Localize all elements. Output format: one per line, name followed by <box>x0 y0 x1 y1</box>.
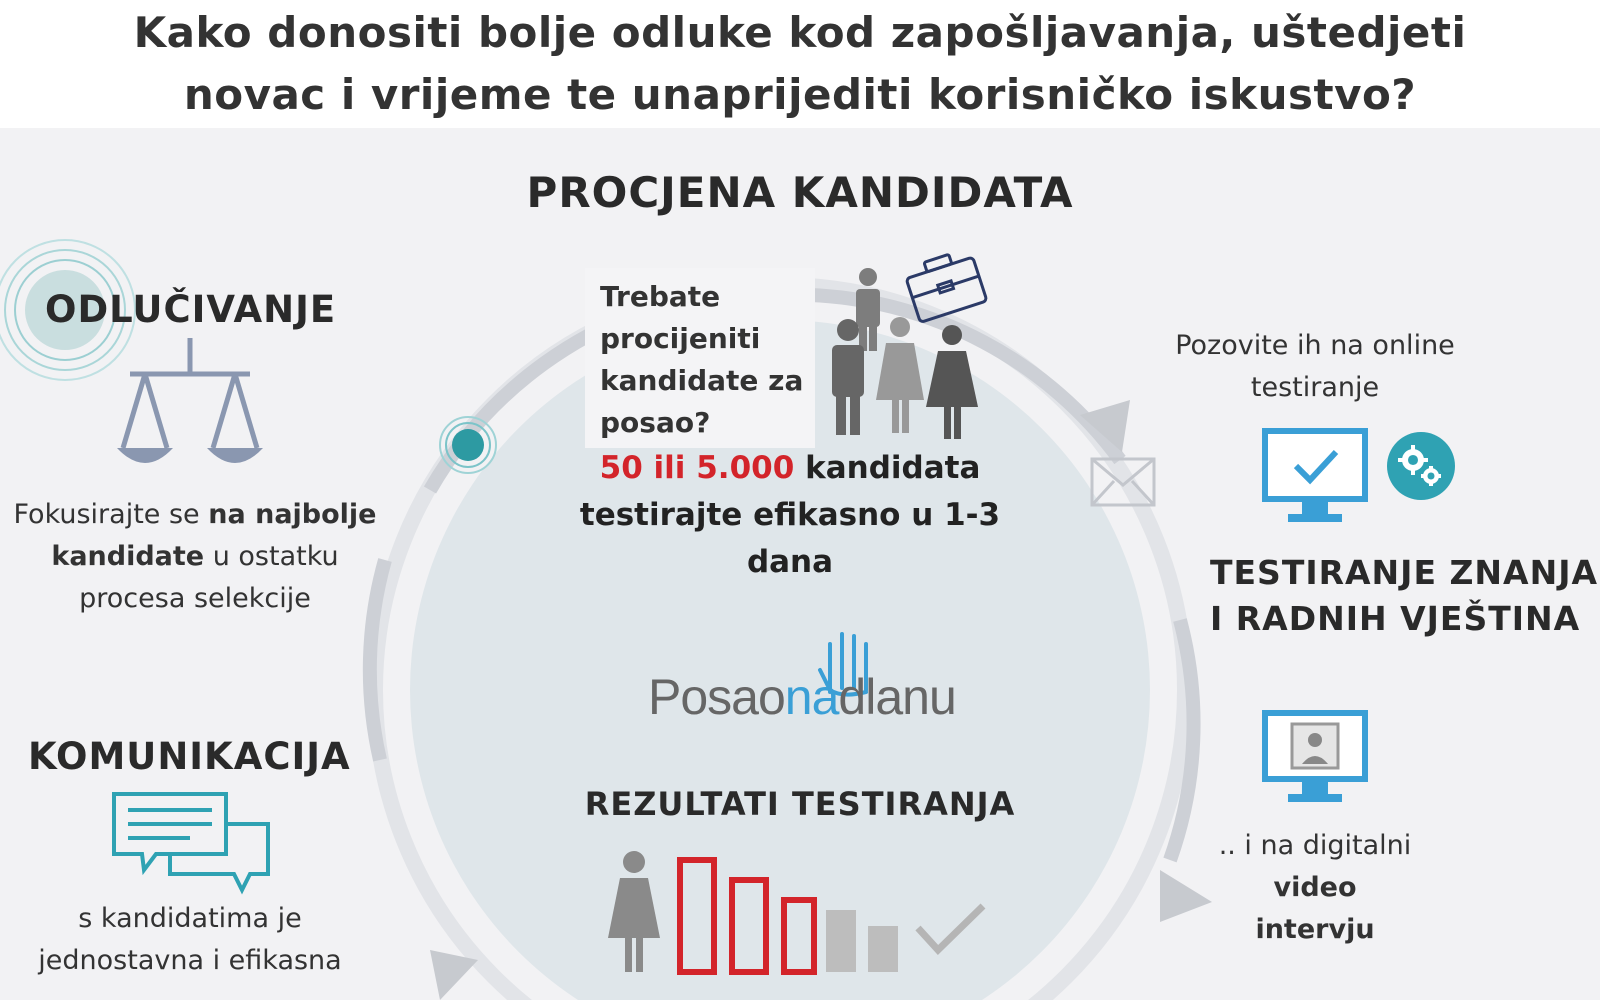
procjena-text-part1: kandidata <box>794 450 981 486</box>
check-icon <box>918 906 983 950</box>
procjena-text-part2: testirajte efikasno u 1-3 dana <box>579 497 1001 580</box>
logo-part1: Posao <box>648 669 785 725</box>
logo-part3: dlanu <box>838 669 956 725</box>
logo-part2: na <box>784 669 839 725</box>
page-title: Kako donositi bolje odluke kod zapošljavanja, uštedjeti novac i vrijeme te unaprijediti korisničko iskustvo? <box>133 8 1467 119</box>
komunikacija-text: s kandidatima je jednostavna i efikasna <box>38 903 342 976</box>
testiranje-title <box>1210 550 1600 642</box>
odlucivanje-text-post: u ostatku procesa selekcije <box>79 541 339 614</box>
chat-bubbles-icon <box>110 790 275 900</box>
video-text-pre: .. i na digitalni <box>1218 830 1412 861</box>
procjena-question: Trebate procijeniti kandidate za posao? <box>600 280 804 439</box>
results-bars-icon <box>608 848 998 978</box>
candidate-count-highlight: 50 ili 5.000 <box>599 450 795 486</box>
odlucivanje-title: ODLUČIVANJE <box>45 288 337 331</box>
monitor-user-icon <box>1262 710 1372 810</box>
video-text-bold1: video <box>1273 872 1357 903</box>
testiranje-title-line1: TESTIRANJE ZNANJA <box>1210 553 1599 592</box>
odlucivanje-text-bold: na najbolje kandidate <box>51 499 377 572</box>
testiranje-intro: Pozovite ih na online testiranje <box>1175 330 1455 403</box>
komunikacija-title: KOMUNIKACIJA <box>28 735 351 778</box>
testiranje-title-line2: I RADNIH VJEŠTINA <box>1210 599 1581 638</box>
procjena-title: PROCJENA KANDIDATA <box>526 168 1074 217</box>
logo-wordmark <box>648 668 956 726</box>
video-text <box>1150 825 1480 951</box>
video-text-bold2: intervju <box>1255 914 1375 945</box>
rezultati-title: REZULTATI TESTIRANJA <box>584 785 1016 823</box>
odlucivanje-text-pre: Fokusirajte se <box>13 499 209 530</box>
envelope-icon <box>1088 455 1158 511</box>
gears-icon <box>1385 430 1457 502</box>
scale-icon <box>115 338 265 473</box>
procjena-text <box>570 445 1010 586</box>
monitor-check-icon <box>1262 428 1372 528</box>
odlucivanje-text <box>0 494 390 620</box>
briefcase-icon <box>900 245 990 325</box>
